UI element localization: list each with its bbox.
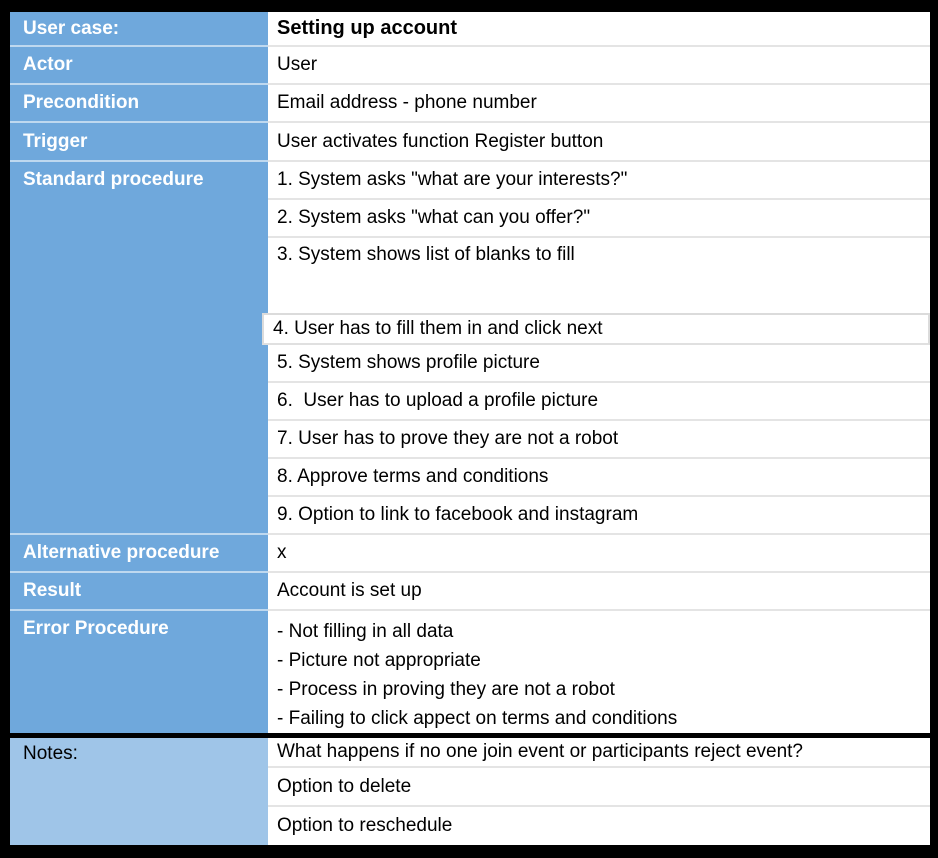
user-case-label: User case: (23, 17, 120, 39)
row-notes (10, 738, 930, 845)
notes-column (268, 738, 930, 845)
error-line-1: - Not filling in all data (277, 621, 454, 642)
result-label: Result (23, 580, 82, 601)
procedure-step-cell-2[interactable] (268, 200, 930, 238)
result-value: Account is set up (277, 580, 422, 601)
row-precondition (10, 85, 930, 123)
row-error-procedure (10, 611, 930, 733)
procedure-step-cell-3[interactable] (268, 238, 930, 313)
user-case-value: Setting up account (277, 17, 457, 39)
procedure-step-cell-1[interactable] (268, 162, 930, 200)
actor-value: User (277, 54, 318, 75)
trigger-label-cell[interactable] (10, 123, 268, 162)
precondition-label-cell[interactable] (10, 85, 268, 123)
alternative-procedure-value: x (277, 542, 287, 563)
user-case-value-cell[interactable] (268, 12, 930, 47)
actor-label: Actor (23, 54, 73, 75)
trigger-value: User activates function Register button (277, 130, 604, 152)
actor-label-cell[interactable] (10, 47, 268, 85)
standard-procedure-label-cell[interactable] (10, 162, 268, 535)
procedure-step-6: 6. User has to upload a profile picture (277, 390, 599, 411)
procedure-step-cell-7[interactable] (268, 421, 930, 459)
notes-label: Notes: (23, 743, 78, 764)
precondition-value-cell[interactable] (268, 85, 930, 123)
result-value-cell[interactable] (268, 573, 930, 611)
note-2: Option to delete (277, 775, 412, 797)
note-1: What happens if no one join event or participants reject event? (277, 741, 803, 762)
standard-procedure-label: Standard procedure (23, 169, 204, 190)
precondition-label: Precondition (23, 92, 140, 113)
row-alternative-procedure (10, 535, 930, 573)
procedure-step-cell-6[interactable] (268, 383, 930, 421)
use-case-table (10, 12, 930, 845)
actor-value-cell[interactable] (268, 47, 930, 85)
alternative-procedure-label-cell[interactable] (10, 535, 268, 573)
user-case-label-cell[interactable] (10, 12, 268, 47)
standard-procedure-steps-column (268, 162, 930, 535)
procedure-step-7: 7. User has to prove they are not a robot (277, 428, 619, 449)
error-line-4: - Failing to click appect on terms and conditions (277, 708, 678, 729)
alternative-procedure-label: Alternative procedure (23, 542, 220, 563)
procedure-step-cell-9[interactable] (268, 497, 930, 535)
row-standard-procedure (10, 162, 930, 535)
procedure-step-1: 1. System asks "what are your interests?" (277, 169, 628, 190)
error-procedure-label-cell[interactable] (10, 611, 268, 733)
note-cell-1[interactable] (268, 738, 930, 768)
note-cell-2[interactable] (268, 768, 930, 807)
trigger-label: Trigger (23, 130, 88, 152)
error-procedure-label: Error Procedure (23, 618, 169, 639)
error-line-3: - Process in proving they are not a robot (277, 679, 615, 700)
row-result (10, 573, 930, 611)
trigger-value-cell[interactable] (268, 123, 930, 162)
procedure-step-4: 4. User has to fill them in and click next (273, 318, 603, 339)
procedure-step-3: 3. System shows list of blanks to fill (277, 244, 575, 265)
row-trigger (10, 123, 930, 162)
notes-label-cell[interactable] (10, 738, 268, 845)
procedure-step-9: 9. Option to link to facebook and instagram (277, 504, 639, 525)
procedure-step-cell-8[interactable] (268, 459, 930, 497)
note-cell-3[interactable] (268, 807, 930, 845)
result-label-cell[interactable] (10, 573, 268, 611)
precondition-value: Email address - phone number (277, 92, 537, 113)
row-actor (10, 47, 930, 85)
alternative-procedure-value-cell[interactable] (268, 535, 930, 573)
error-line-2: - Picture not appropriate (277, 650, 481, 671)
procedure-step-cell-4[interactable] (262, 313, 930, 345)
procedure-step-cell-5[interactable] (268, 345, 930, 383)
row-user-case (10, 12, 930, 47)
procedure-step-2: 2. System asks "what can you offer?" (277, 207, 591, 228)
error-procedure-value-cell[interactable] (268, 611, 930, 733)
note-3: Option to reschedule (277, 815, 453, 836)
procedure-step-8: 8. Approve terms and conditions (277, 466, 549, 487)
procedure-step-5: 5. System shows profile picture (277, 352, 540, 373)
